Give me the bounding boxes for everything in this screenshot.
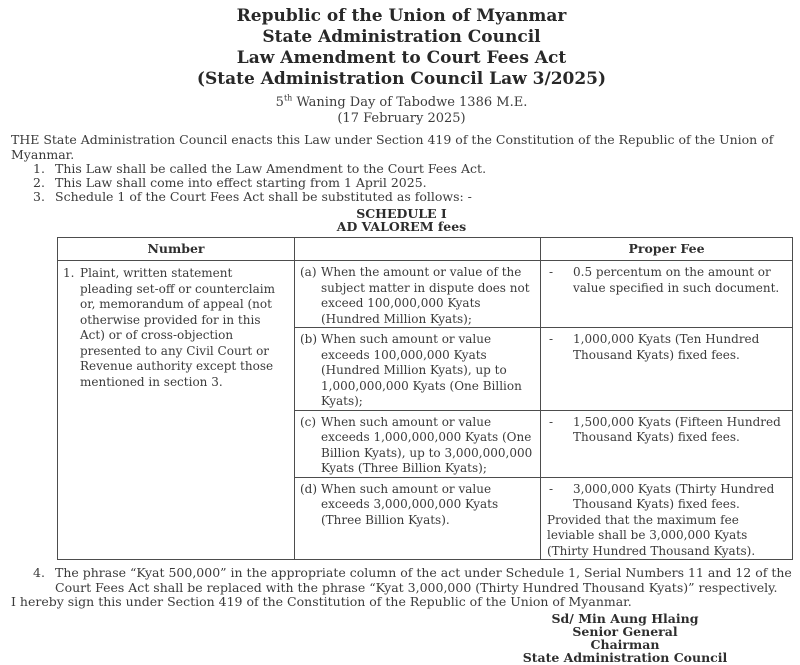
condition-text: When such amount or value exceeds 1,000,000,000 Kyats (One Billion Kyats), up to 3,000,000,000 Kyats (Three Billion Kyats); [321,414,533,475]
table-row [295,261,792,328]
fee-dash: - [549,481,554,496]
table-header-row [58,238,792,261]
signature-title: Chairman [590,636,660,652]
table-row [295,478,792,560]
serial-description-cell [58,261,295,559]
schedule-title: SCHEDULE I [356,206,447,221]
table-row [295,328,792,411]
item-text: This Law shall come into effect starting from 1 April 2025. [55,175,427,190]
condition-text: When such amount or value exceeds 100,000,000 Kyats (Hundred Million Kyats), up to 1,000,000,000 Kyats (One Billion Kyats); [321,332,522,408]
law-item-4 [11,566,792,595]
law-item-1 [11,162,792,176]
table-body [58,261,792,559]
fee-text: 3,000,000 Kyats (Thirty Hundred Thousand Kyats) fixed fees. [573,481,775,511]
schedule-subtitle: AD VALOREM fees [336,219,467,234]
fee-dash: - [549,414,554,429]
item-text: Schedule 1 of the Court Fees Act shall be substituted as follows: - [55,189,472,204]
title-line-council: State Administration Council [262,27,541,47]
serial-number: 1. [63,266,75,280]
table-header-proper-fee: Proper Fee [628,241,705,257]
signature-name: Sd/ Min Aung Hlaing [551,610,699,626]
fee-line [547,265,787,296]
document-title [11,6,792,90]
signing-statement: I hereby sign this under Section 419 of the Constitution of the Republic of the Union of Myanmar. [11,594,632,609]
law-item-3 [11,190,792,204]
fee-line [547,482,787,513]
item-number: 2. [33,175,45,190]
table-header-condition [295,238,541,260]
fee-text: 1,000,000 Kyats (Ten Hundred Thousand Kyats) fixed fees. [573,332,760,362]
condition-cell-a [295,261,541,327]
fee-subrows [295,261,792,559]
title-line-country: Republic of the Union of Myanmar [236,6,567,26]
condition-label: (b) [300,332,318,346]
date-line-gregorian: (17 February 2025) [337,111,466,126]
signature-block [510,612,740,664]
condition-label: (c) [300,414,317,429]
title-line-law-name: Law Amendment to Court Fees Act [236,48,567,68]
condition-text: When the amount or value of the subject matter in dispute does not exceed 100,000,000 Kyats (Hundred Million Kyats); [321,265,530,326]
fee-text: 1,500,000 Kyats (Fifteen Hundred Thousand Kyats) fixed fees. [573,414,781,444]
date-day: 5 [275,95,284,110]
date-ordinal-suffix: th [283,93,293,103]
fee-cell-c [541,411,792,477]
title-line-law-number: (State Administration Council Law 3/2025) [196,69,607,89]
signature-rank: Senior General [572,623,678,639]
condition-cell-d [295,478,541,560]
fee-dash: - [549,265,554,279]
fee-line [547,415,787,446]
fee-text: 0.5 percentum on the amount or value specified in such document. [573,265,780,295]
fee-note: Provided that the maximum fee leviable shall be 3,000,000 Kyats (Thirty Hundred Thousand Kyats). [547,512,756,558]
item-text: This Law shall be called the Law Amendment to the Court Fees Act. [55,161,487,176]
condition-label: (d) [300,481,318,496]
fee-line [547,332,787,363]
condition-cell-b [295,328,541,410]
ad-valorem-fees-table [57,237,793,560]
serial-description: Plaint, written statement pleading set-off or counterclaim or, memorandum of appeal (not otherwise provided for in this Act) or of cross-objection presented to any Civil Court or Revenue authority except those mentioned in section 3. [80,266,275,389]
signature-organization: State Administration Council [522,649,728,665]
fee-cell-b [541,328,792,410]
law-item-2 [11,176,792,190]
date-line-myanmar-era [11,95,792,111]
table-header-number: Number [58,238,295,260]
item-number: 4. [33,565,45,580]
condition-cell-c [295,411,541,477]
condition-label: (a) [300,265,317,279]
fee-cell-a [541,261,792,327]
condition-text: When such amount or value exceeds 3,000,000,000 Kyats (Three Billion Kyats). [321,481,499,527]
fee-cell-d [541,478,792,560]
enactment-preamble: THE State Administration Council enacts this Law under Section 419 of the Constitution of the Republic of the Union of Myanmar. [11,132,774,162]
item-number: 3. [33,189,45,204]
date-rest: Waning Day of Tabodwe 1386 M.E. [292,95,528,110]
table-row [295,411,792,478]
item-number: 1. [33,161,45,176]
item-text: The phrase “Kyat 500,000” in the appropriate column of the act under Schedule 1, Serial Numbers 11 and 12 of the Court Fees Act shall be replaced with the phrase “Kyat 3,000,000 (Thirty Hundred Thousand Kyats)” respectively. [55,565,792,595]
fee-dash: - [549,332,554,346]
